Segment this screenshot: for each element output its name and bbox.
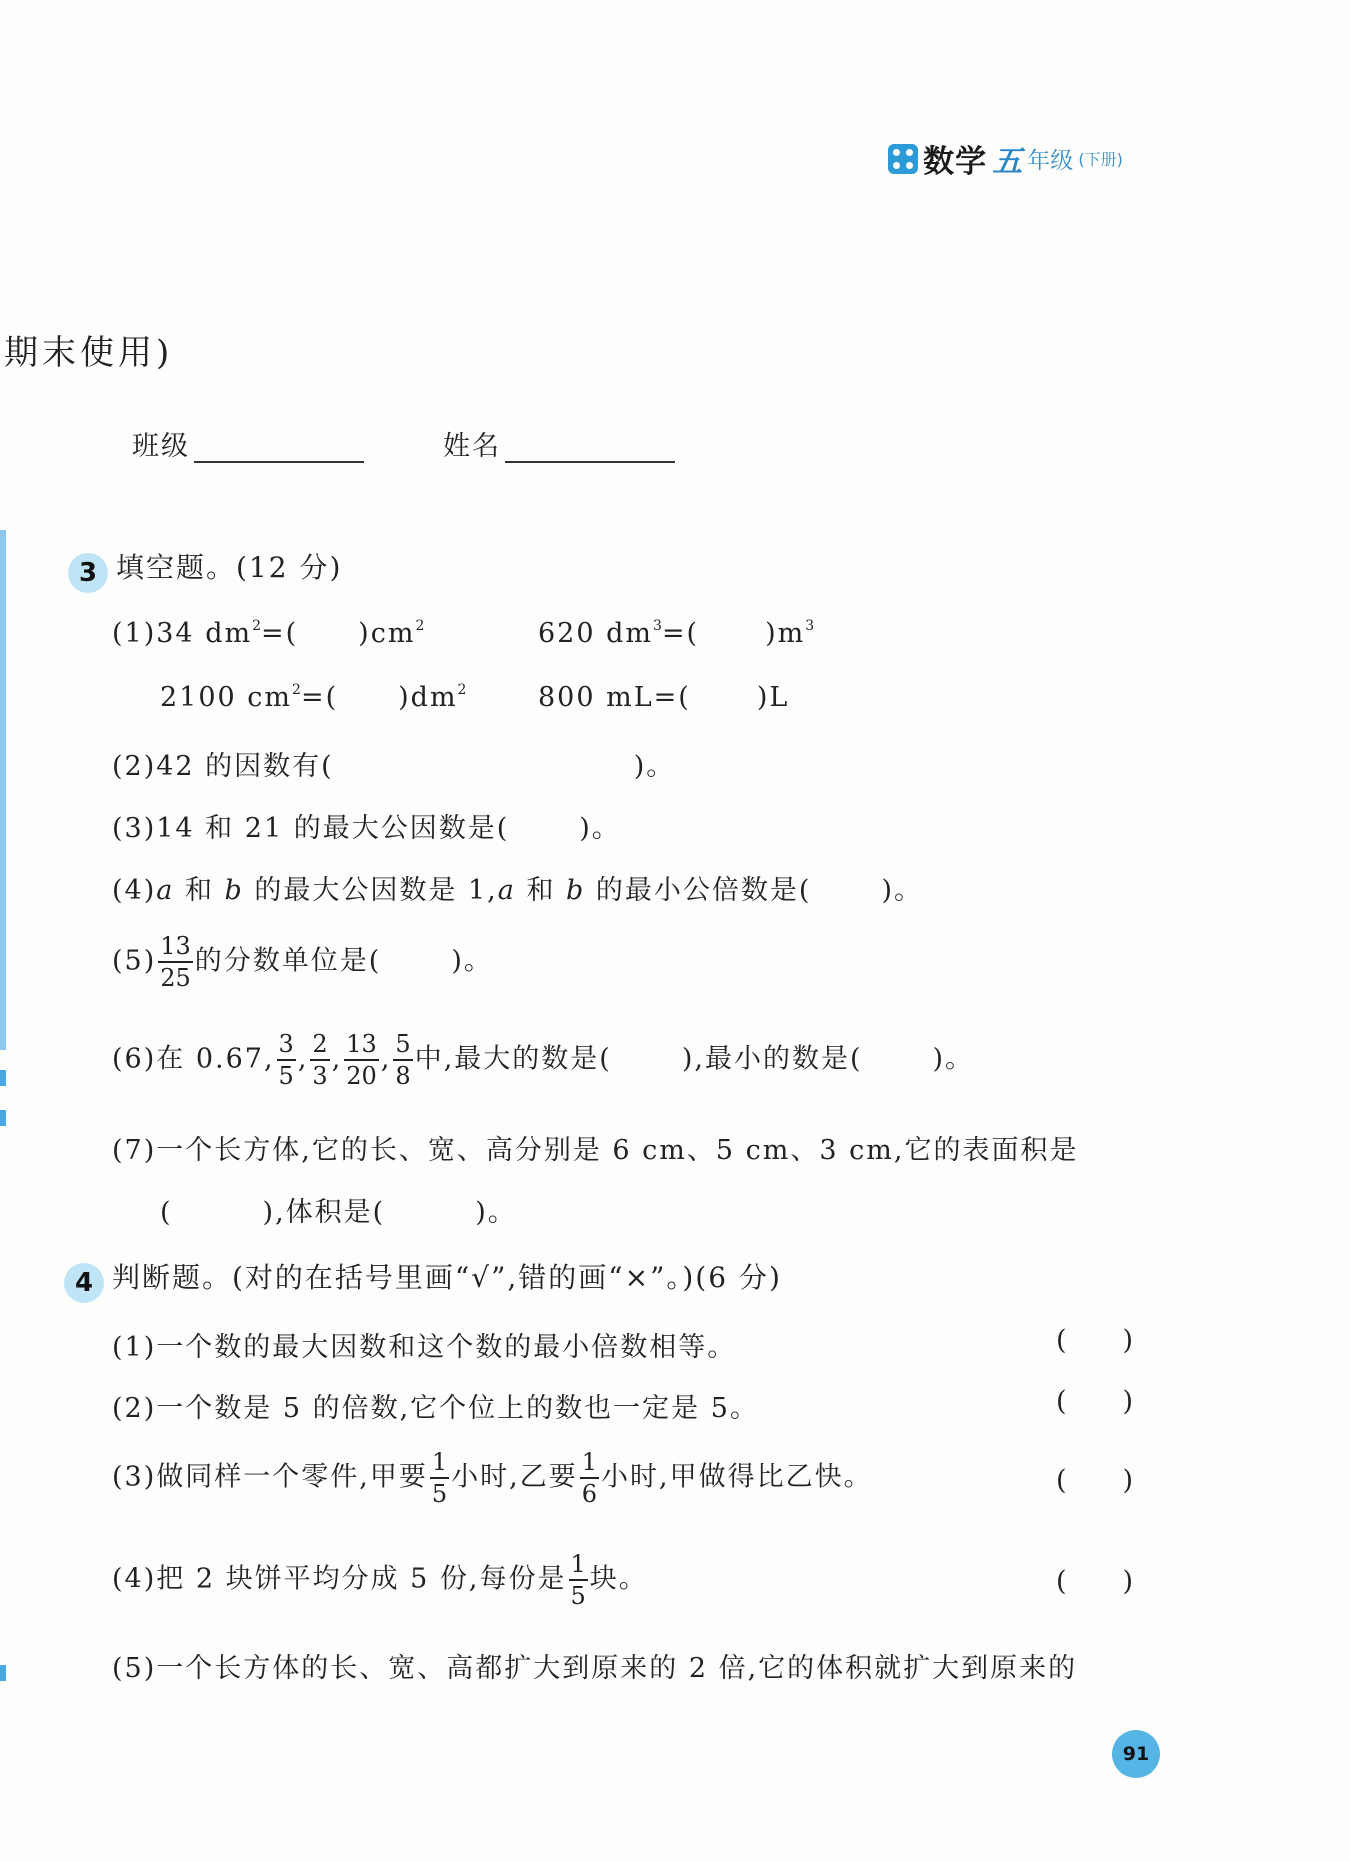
left-edge-mark <box>0 1665 6 1681</box>
q3-7-line2: ( ),体积是( )。 <box>160 1197 517 1228</box>
answer-paren[interactable]: ( ) <box>1056 1325 1134 1356</box>
header-grade-suffix: 年级 <box>1027 148 1074 174</box>
section-title: 判断题。(对的在括号里画“√”,错的画“×”。)(6 分) <box>112 1261 782 1294</box>
page-title-fragment: 期末使用) <box>4 333 174 373</box>
name-input[interactable] <box>505 433 675 463</box>
fraction: $\frac{13}{25}$ <box>160 932 191 992</box>
q4-3: (3)做同样一个零件,甲要 $\frac{1}{5}$ 小时,乙要 $\frac{1}{6}$ 小时,甲做得比乙快。 <box>112 1448 873 1508</box>
left-edge-mark <box>0 1070 6 1086</box>
section-number: 3 <box>68 553 108 593</box>
header-volume: (下册) <box>1078 150 1123 169</box>
class-field <box>132 424 364 463</box>
q3-2: (2)42 的因数有( )。 <box>112 751 676 782</box>
q3-7-line1: (7)一个长方体,它的长、宽、高分别是 6 cm、5 cm、3 cm,它的表面积是 <box>112 1135 1079 1166</box>
answer-paren[interactable]: ( ) <box>1056 1465 1134 1496</box>
section-number: 4 <box>64 1263 104 1303</box>
class-input[interactable] <box>194 433 364 463</box>
fraction: $\frac{5}{8}$ <box>395 1030 411 1090</box>
q3-6: (6)在 0.67, $\frac{3}{5}$ , $\frac{2}{3}$ , $\frac{13}{20}$ , $\frac{5}{8}$ 中,最大的数是( ),最小的数是( )。 <box>112 1030 975 1090</box>
fraction: $\frac{1}{6}$ <box>581 1448 597 1508</box>
left-edge-mark <box>0 1110 6 1126</box>
q3-5: (5) $\frac{13}{25}$ 的分数单位是( )。 <box>112 932 493 992</box>
q3-1-line2b: 800 mL=( )L <box>538 682 790 713</box>
q4-4: (4)把 2 块饼平均分成 5 份,每份是 $\frac{1}{5}$ 块。 <box>112 1550 648 1610</box>
q3-3: (3)14 和 21 的最大公因数是( )。 <box>112 813 621 844</box>
fraction: $\frac{1}{5}$ <box>431 1448 448 1508</box>
answer-paren[interactable]: ( ) <box>1056 1386 1134 1417</box>
q3-1-line2: 2100 $cm^2=$( )$dm^2$ <box>160 682 467 713</box>
name-field <box>443 424 675 463</box>
page-header <box>888 136 1123 181</box>
header-grade: 五 <box>992 144 1023 180</box>
q4-2: (2)一个数是 5 的倍数,它个位上的数也一定是 5。 <box>112 1393 759 1424</box>
q4-1: (1)一个数的最大因数和这个数的最小倍数相等。 <box>112 1332 737 1363</box>
fraction: $\frac{3}{5}$ <box>278 1030 294 1090</box>
fraction: $\frac{1}{5}$ <box>570 1550 586 1610</box>
name-label: 姓名 <box>443 431 501 462</box>
q3-4: (4)a 和 b 的最大公因数是 1,a 和 b 的最小公倍数是( )。 <box>112 875 924 906</box>
header-subject: 数学 <box>923 144 988 180</box>
section-4-heading <box>64 1256 782 1303</box>
section-title: 填空题。(12 分) <box>116 551 343 584</box>
fraction: $\frac{2}{3}$ <box>312 1030 328 1090</box>
fraction: $\frac{13}{20}$ <box>346 1030 377 1090</box>
q3-1-line1: (1)34 $dm^2=$( )$cm^2$ <box>112 618 425 649</box>
q3-1-line1b: 620 $dm^3=$( )$m^3$ <box>538 618 815 649</box>
answer-paren[interactable]: ( ) <box>1056 1566 1134 1597</box>
section-3-heading <box>68 546 342 593</box>
q4-5: (5)一个长方体的长、宽、高都扩大到原来的 2 倍,它的体积就扩大到原来的 <box>112 1653 1078 1684</box>
class-label: 班级 <box>132 431 190 462</box>
left-edge-strip <box>0 530 6 1050</box>
logo-icon <box>888 144 918 174</box>
page-number: 91 <box>1112 1730 1160 1778</box>
